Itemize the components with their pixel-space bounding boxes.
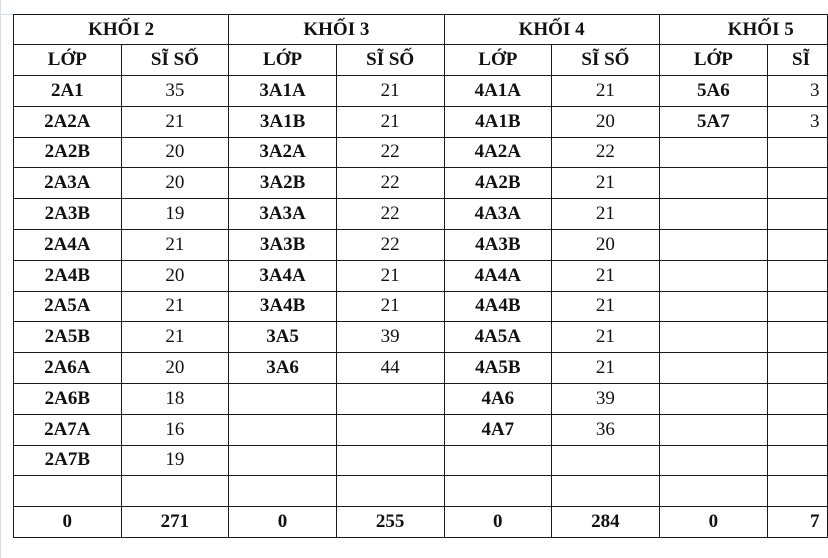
class-name-cell[interactable] <box>659 383 767 414</box>
class-name-cell[interactable]: 3A1A <box>229 76 337 107</box>
table-row <box>14 322 828 353</box>
column-header-size[interactable]: SĨ SỐ <box>336 45 444 76</box>
class-size-cell[interactable]: 21 <box>336 106 444 137</box>
total-class-count[interactable]: 0 <box>444 507 552 538</box>
class-name-cell[interactable] <box>659 445 767 476</box>
class-name-cell[interactable] <box>659 199 767 230</box>
class-name-cell[interactable]: 2A7B <box>14 445 122 476</box>
class-size-cell[interactable]: 20 <box>121 137 229 168</box>
class-name-cell[interactable]: 4A3B <box>444 229 552 260</box>
class-size-cell[interactable] <box>121 476 229 507</box>
class-size-cell[interactable]: 21 <box>336 260 444 291</box>
class-size-cell[interactable]: 22 <box>336 229 444 260</box>
class-size-cell[interactable]: 21 <box>336 291 444 322</box>
class-name-cell[interactable]: 2A3B <box>14 199 122 230</box>
class-name-cell[interactable]: 4A4B <box>444 291 552 322</box>
class-name-cell[interactable] <box>444 445 552 476</box>
class-size-cell[interactable]: 39 <box>552 383 660 414</box>
class-size-cell[interactable] <box>768 168 828 199</box>
gridline-bottom <box>0 544 828 558</box>
class-size-cell[interactable] <box>768 137 828 168</box>
class-size-cell[interactable]: 16 <box>121 414 229 445</box>
class-name-cell[interactable]: 5A7 <box>659 106 767 137</box>
class-name-cell[interactable]: 4A1A <box>444 76 552 107</box>
class-size-cell[interactable] <box>768 291 828 322</box>
column-header-size[interactable]: SĨ SỐ <box>552 45 660 76</box>
class-size-cell[interactable]: 21 <box>552 322 660 353</box>
class-name-cell[interactable] <box>659 168 767 199</box>
table-row <box>14 229 828 260</box>
class-name-cell[interactable]: 3A4B <box>229 291 337 322</box>
table-row <box>14 260 828 291</box>
column-header-row <box>14 45 828 76</box>
class-size-table <box>13 14 828 538</box>
table-row <box>14 353 828 384</box>
column-header-size[interactable]: SĨ SỐ <box>121 45 229 76</box>
total-size[interactable]: 255 <box>336 507 444 538</box>
table-row <box>14 76 828 107</box>
column-header-class[interactable]: LỚP <box>229 45 337 76</box>
class-size-cell[interactable]: 39 <box>336 322 444 353</box>
grade-header-5[interactable]: KHỐI 5 <box>659 15 827 45</box>
class-name-cell[interactable]: 4A3A <box>444 199 552 230</box>
class-size-cell[interactable] <box>336 383 444 414</box>
grade-header-4[interactable]: KHỐI 4 <box>444 15 659 45</box>
total-class-count[interactable]: 0 <box>659 507 767 538</box>
class-name-cell[interactable]: 4A4A <box>444 260 552 291</box>
class-name-cell[interactable]: 3A3A <box>229 199 337 230</box>
class-name-cell[interactable]: 4A6 <box>444 383 552 414</box>
class-name-cell[interactable]: 4A1B <box>444 106 552 137</box>
class-name-cell[interactable]: 2A5B <box>14 322 122 353</box>
total-class-count[interactable]: 0 <box>229 507 337 538</box>
class-size-cell[interactable]: 21 <box>121 229 229 260</box>
class-name-cell[interactable] <box>229 383 337 414</box>
class-size-cell[interactable]: 21 <box>121 106 229 137</box>
table-row <box>14 106 828 137</box>
table-row <box>14 476 828 507</box>
class-size-cell[interactable] <box>552 445 660 476</box>
class-size-cell[interactable] <box>768 476 828 507</box>
class-size-cell[interactable]: 22 <box>336 168 444 199</box>
class-size-cell[interactable]: 35 <box>121 76 229 107</box>
class-name-cell[interactable] <box>659 476 767 507</box>
class-name-cell[interactable] <box>659 137 767 168</box>
class-name-cell[interactable] <box>14 476 122 507</box>
column-header-class[interactable]: LỚP <box>659 45 767 76</box>
class-name-cell[interactable]: 2A4A <box>14 229 122 260</box>
class-size-cell[interactable]: 22 <box>336 137 444 168</box>
class-size-cell[interactable]: 20 <box>121 260 229 291</box>
class-size-cell[interactable]: 21 <box>552 353 660 384</box>
gridline-top <box>0 0 828 15</box>
class-size-cell[interactable] <box>768 353 828 384</box>
class-size-cell[interactable]: 19 <box>121 445 229 476</box>
class-name-cell[interactable]: 3A3B <box>229 229 337 260</box>
class-size-cell[interactable] <box>768 383 828 414</box>
class-name-cell[interactable]: 2A7A <box>14 414 122 445</box>
class-name-cell[interactable]: 2A5A <box>14 291 122 322</box>
total-size[interactable]: 7 <box>768 507 828 538</box>
class-name-cell[interactable]: 3A2B <box>229 168 337 199</box>
class-size-cell[interactable] <box>768 229 828 260</box>
total-class-count[interactable]: 0 <box>14 507 122 538</box>
table-row <box>14 199 828 230</box>
class-name-cell[interactable] <box>659 229 767 260</box>
class-size-cell[interactable] <box>336 476 444 507</box>
class-size-cell[interactable]: 21 <box>552 76 660 107</box>
class-size-cell[interactable] <box>336 414 444 445</box>
column-header-size[interactable]: SĨ <box>768 45 828 76</box>
class-size-cell[interactable]: 21 <box>121 322 229 353</box>
class-name-cell[interactable] <box>659 414 767 445</box>
class-name-cell[interactable]: 3A1B <box>229 106 337 137</box>
class-size-cell[interactable] <box>768 260 828 291</box>
table-row <box>14 383 828 414</box>
table-row <box>14 414 828 445</box>
class-name-cell[interactable]: 4A5B <box>444 353 552 384</box>
class-name-cell[interactable]: 2A6A <box>14 353 122 384</box>
class-size-cell[interactable] <box>768 322 828 353</box>
table-row <box>14 168 828 199</box>
class-name-cell[interactable] <box>659 322 767 353</box>
class-name-cell[interactable]: 3A4A <box>229 260 337 291</box>
class-size-cell[interactable]: 3 <box>768 106 828 137</box>
class-size-cell[interactable]: 20 <box>121 168 229 199</box>
totals-row <box>14 507 828 538</box>
class-size-cell[interactable]: 20 <box>552 229 660 260</box>
class-name-cell[interactable]: 4A2A <box>444 137 552 168</box>
class-name-cell[interactable] <box>659 353 767 384</box>
class-name-cell[interactable]: 2A1 <box>14 76 122 107</box>
class-name-cell[interactable]: 2A2A <box>14 106 122 137</box>
class-size-cell[interactable]: 20 <box>121 353 229 384</box>
class-size-cell[interactable]: 22 <box>336 199 444 230</box>
table-row <box>14 137 828 168</box>
class-size-cell[interactable]: 44 <box>336 353 444 384</box>
class-name-cell[interactable]: 5A6 <box>659 76 767 107</box>
class-name-cell[interactable]: 4A5A <box>444 322 552 353</box>
class-name-cell[interactable] <box>659 260 767 291</box>
class-name-cell[interactable]: 3A2A <box>229 137 337 168</box>
class-name-cell[interactable]: 2A4B <box>14 260 122 291</box>
class-size-cell[interactable]: 21 <box>552 199 660 230</box>
class-name-cell[interactable]: 3A6 <box>229 353 337 384</box>
class-name-cell[interactable]: 4A2B <box>444 168 552 199</box>
class-size-cell[interactable]: 18 <box>121 383 229 414</box>
class-size-cell[interactable]: 20 <box>552 106 660 137</box>
table-row <box>14 445 828 476</box>
class-name-cell[interactable] <box>229 414 337 445</box>
grade-header-2[interactable]: KHỐI 2 <box>14 15 229 45</box>
class-size-cell[interactable] <box>768 445 828 476</box>
class-size-cell[interactable]: 21 <box>552 260 660 291</box>
class-size-cell[interactable] <box>768 199 828 230</box>
class-name-cell[interactable]: 3A5 <box>229 322 337 353</box>
class-name-cell[interactable] <box>229 445 337 476</box>
class-size-cell[interactable]: 21 <box>552 168 660 199</box>
class-name-cell[interactable] <box>659 291 767 322</box>
class-size-cell[interactable] <box>768 414 828 445</box>
class-name-cell[interactable]: 4A7 <box>444 414 552 445</box>
class-name-cell[interactable]: 2A6B <box>14 383 122 414</box>
class-size-cell[interactable]: 21 <box>121 291 229 322</box>
class-size-cell[interactable]: 36 <box>552 414 660 445</box>
total-size[interactable]: 284 <box>552 507 660 538</box>
grade-header-3[interactable]: KHỐI 3 <box>229 15 444 45</box>
class-size-cell[interactable] <box>336 445 444 476</box>
class-size-cell[interactable]: 21 <box>336 76 444 107</box>
column-header-class[interactable]: LỚP <box>14 45 122 76</box>
grade-header-row <box>14 15 828 45</box>
class-name-cell[interactable] <box>444 476 552 507</box>
class-size-cell[interactable]: 3 <box>768 76 828 107</box>
total-size[interactable]: 271 <box>121 507 229 538</box>
class-size-cell[interactable]: 21 <box>552 291 660 322</box>
class-name-cell[interactable]: 2A2B <box>14 137 122 168</box>
class-name-cell[interactable] <box>229 476 337 507</box>
class-size-cell[interactable]: 19 <box>121 199 229 230</box>
class-size-cell[interactable] <box>552 476 660 507</box>
column-header-class[interactable]: LỚP <box>444 45 552 76</box>
table-row <box>14 291 828 322</box>
class-size-cell[interactable]: 22 <box>552 137 660 168</box>
class-name-cell[interactable]: 2A3A <box>14 168 122 199</box>
